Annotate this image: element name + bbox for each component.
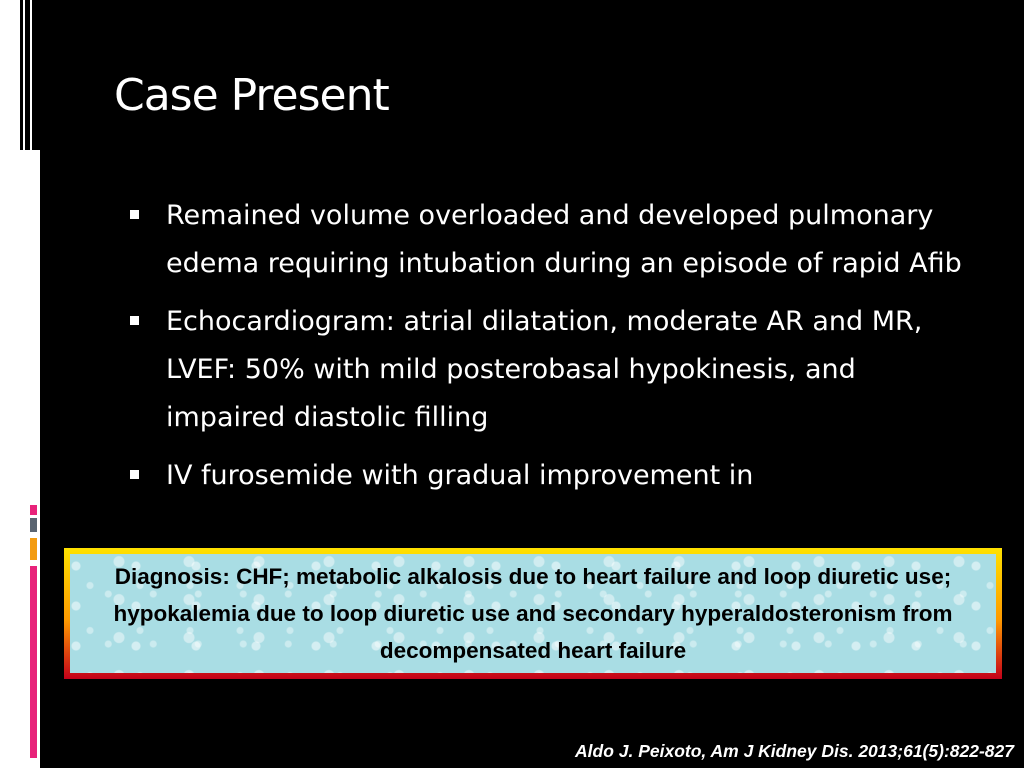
- square-bullet-icon: [130, 210, 139, 219]
- bullet-text: IV furosemide with gradual improvement in: [166, 460, 754, 491]
- square-bullet-icon: [130, 470, 139, 479]
- decor-stripe: [30, 538, 37, 560]
- diagnosis-text: Diagnosis: CHF; metabolic alkalosis due to heart failure and loop diuretic use; hypokalemia due to loop diuretic use and secondary hyperaldosteronism from decompensated heart failure: [113, 564, 953, 663]
- bullet-list: [128, 192, 968, 510]
- bullet-item: [128, 298, 968, 442]
- decor-stripe: [32, 0, 40, 150]
- slide-title: Case Present: [114, 70, 389, 121]
- side-decoration-panel: [0, 0, 40, 768]
- decor-stripe: [30, 566, 37, 758]
- decor-stripe: [20, 0, 23, 150]
- bullet-text: Remained volume overloaded and developed pulmonary edema requiring intubation during an episode of rapid Afib: [166, 200, 962, 279]
- bullet-item: [128, 452, 968, 500]
- decor-stripe: [25, 0, 30, 150]
- citation-text: Aldo J. Peixoto, Am J Kidney Dis. 2013;61(5):822-827: [575, 741, 1014, 761]
- diagnosis-callout-inner: [70, 554, 996, 673]
- diagnosis-callout: [64, 548, 1002, 679]
- decor-stripe: [30, 518, 37, 532]
- decor-stripe: [30, 505, 37, 515]
- bullet-text: Echocardiogram: atrial dilatation, moderate AR and MR, LVEF: 50% with mild posterobasal hypokinesis, and impaired diastolic filling: [166, 306, 923, 433]
- bullet-item: [128, 192, 968, 288]
- square-bullet-icon: [130, 316, 139, 325]
